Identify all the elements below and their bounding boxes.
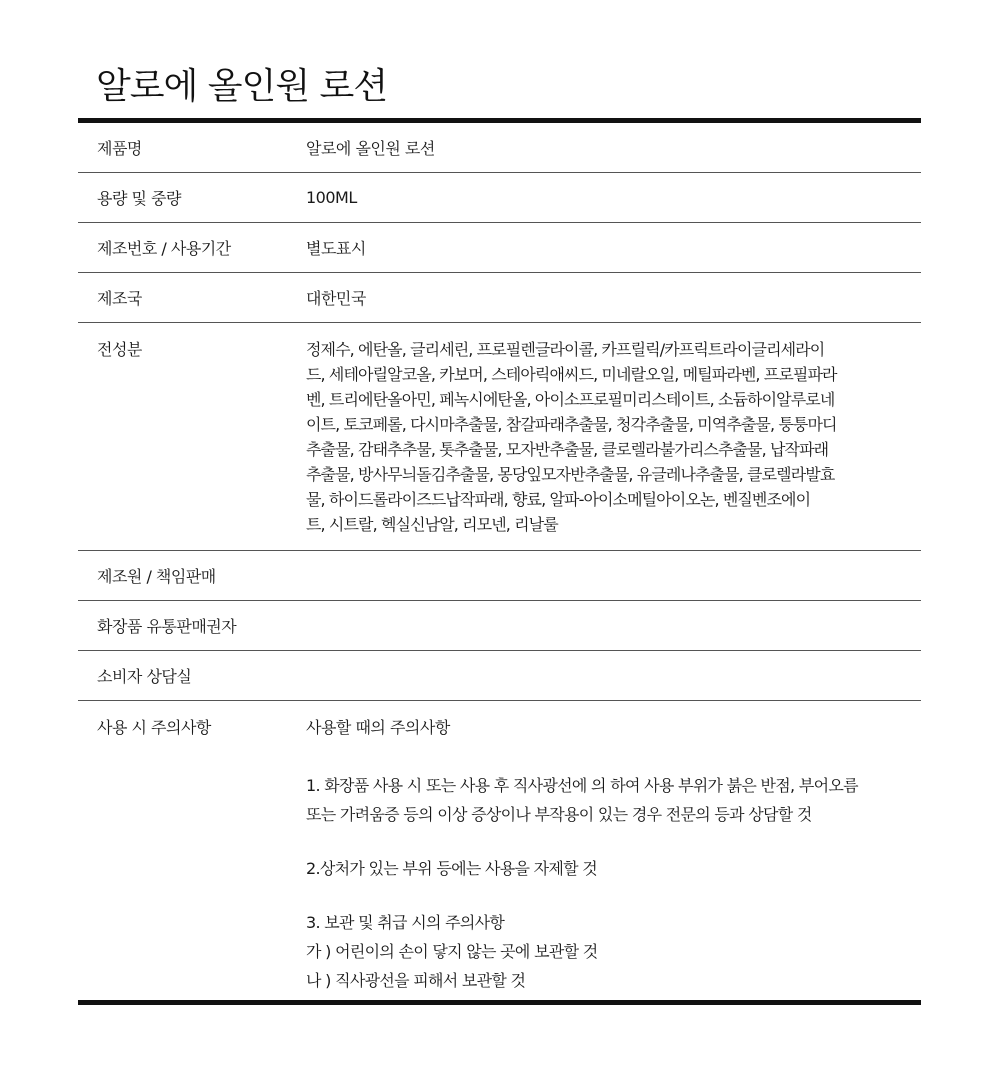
caution-heading: 사용할 때의 주의사항 [306, 718, 450, 737]
ingredients-line: 추출물, 방사무늬돌김추출물, 몽당잎모자반추출물, 유글레나추출물, 클로렐라발효 [306, 465, 835, 484]
caution-item-3 [306, 908, 915, 995]
row-label: 화장품 유통판매권자 [97, 617, 237, 636]
caution-content [306, 715, 921, 1000]
row-label: 제조국 [97, 289, 142, 308]
ingredients-line: 이트, 토코페롤, 다시마추출물, 참갈파래추출물, 청각추출물, 미역추출물, 퉁퉁마디 [306, 415, 837, 434]
row-label: 전성분 [97, 340, 142, 359]
caution-line: 또는 가려움증 등의 이상 증상이나 부작용이 있는 경우 전문의 등과 상담할 것 [306, 805, 812, 824]
ingredients-line: 정제수, 에탄올, 글리세린, 프로필렌글라이콜, 카프릴릭/카프릭트라이글리세라이 [306, 340, 825, 359]
row-caution [78, 701, 921, 1000]
ingredients-line: 추출물, 감태추추물, 톳추출물, 모자반추출물, 클로렐라불가리스추출물, 납작파래 [306, 440, 829, 459]
row-label: 소비자 상담실 [97, 667, 192, 686]
ingredients-line: 트, 시트랄, 헥실신남알, 리모넨, 리날룰 [306, 515, 558, 534]
caution-line: 가 ) 어린이의 손이 닿지 않는 곳에 보관할 것 [306, 942, 598, 961]
row-consumer-center [78, 651, 921, 701]
product-info-table [78, 118, 921, 1005]
row-product-name [78, 123, 921, 173]
row-label: 사용 시 주의사항 [97, 718, 211, 737]
row-label: 제조번호 / 사용기간 [97, 239, 231, 258]
caution-item-1 [306, 771, 915, 829]
ingredients-line: 벤, 트리에탄올아민, 페녹시에탄올, 아이소프로필미리스테이트, 소듐하이알루로네 [306, 390, 835, 409]
row-label: 용량 및 중량 [97, 189, 181, 208]
row-value: 별도표시 [306, 239, 366, 258]
ingredients-list [306, 337, 921, 534]
row-country [78, 273, 921, 323]
ingredients-line: 드, 세테아릴알코올, 카보머, 스테아릭애씨드, 미네랄오일, 메틸파라벤, 프로필파라 [306, 365, 837, 384]
caution-line: 나 ) 직사광선을 피해서 보관할 것 [306, 971, 526, 990]
row-distributor [78, 601, 921, 651]
row-lot-expiry [78, 223, 921, 273]
row-label: 제품명 [97, 139, 142, 158]
caution-line: 2.상처가 있는 부위 등에는 사용을 자제할 것 [306, 859, 598, 878]
row-value: 대한민국 [306, 289, 366, 308]
row-value: 알로에 올인원 로션 [306, 139, 435, 158]
row-ingredients [78, 323, 921, 551]
page-title: 알로에 올인원 로션 [96, 66, 388, 107]
row-value: 100ML [306, 188, 357, 207]
row-label: 제조원 / 책임판매 [97, 567, 216, 586]
row-volume [78, 173, 921, 223]
row-manufacturer [78, 551, 921, 601]
ingredients-line: 물, 하이드롤라이즈드납작파래, 향료, 알파-아이소메틸아이오논, 벤질벤조에이 [306, 490, 811, 509]
caution-item-2 [306, 854, 915, 883]
caution-line: 1. 화장품 사용 시 또는 사용 후 직사광선에 의 하여 사용 부위가 붉은 반점, 부어오름 [306, 776, 858, 795]
caution-line: 3. 보관 및 취급 시의 주의사항 [306, 913, 505, 932]
